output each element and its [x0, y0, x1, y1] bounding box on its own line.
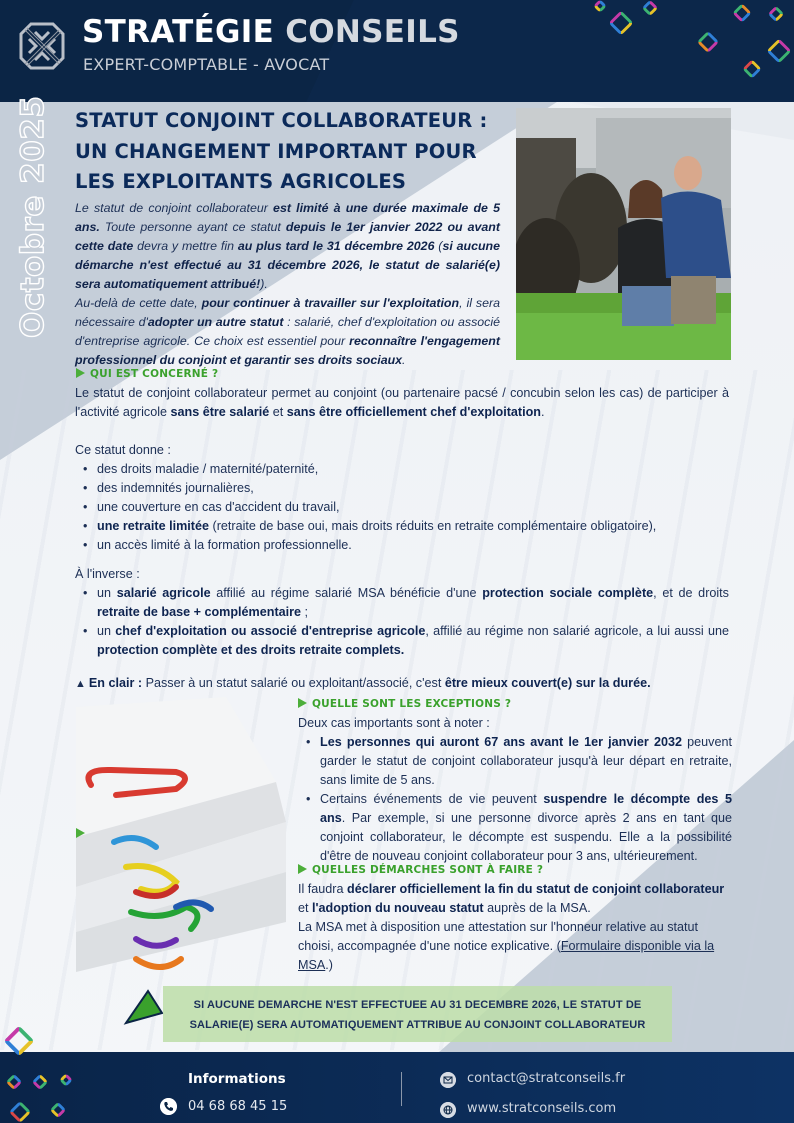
list-item: • un chef d'exploitation ou associé d'entreprise agricole, affilié au régime non salarié agricole, a lui aussi une protection complète et des droits retraite complets. — [81, 622, 729, 660]
list-item: • Les personnes qui auront 67 ans avant le 1er janvier 2032 peuvent garder le statut de conjoint collaborateur jusqu'à leur départ en retraite, sans limite de 5 ans. — [304, 733, 732, 790]
play-arrow-icon — [76, 368, 85, 378]
green-arrow-icon — [122, 987, 164, 1025]
msa-form-link[interactable]: Formulaire disponible via la MSA — [298, 939, 715, 972]
couple-farmers-photo — [516, 108, 731, 360]
list-item: • une couverture en cas d'accident du travail, — [81, 498, 735, 517]
procedures-block — [298, 880, 732, 975]
procedures-paragraph-1: Il faudra déclarer officiellement la fin du statut de conjoint collaborateur et l'adoption du nouveau statut auprès de la MSA. — [298, 882, 725, 915]
play-arrow-icon — [298, 698, 307, 708]
article-title — [75, 106, 505, 198]
footer-website[interactable]: www.stratconseils.com — [467, 1101, 617, 1116]
concerned-paragraph: Le statut de conjoint collaborateur permet au conjoint (ou partenaire pacsé / concubin selon les cas) de participer à l'activité agricole sans être salarié et sans être officiellement chef d'exploitation. — [75, 386, 729, 419]
section-heading-procedures: QUELLES DÉMARCHES SONT À FAIRE ? — [298, 864, 543, 876]
list-item: • un salarié agricole affilié au régime salarié MSA bénéficie d'une protection sociale complète, et de droits retraite de base + complémentaire ; — [81, 584, 729, 622]
footer-email[interactable]: contact@stratconseils.fr — [467, 1071, 626, 1086]
callout-text: SI AUCUNE DEMARCHE N'EST EFFECTUEE AU 31 DECEMBRE 2026, LE STATUT DE SALARIE(E) SERA AUTOMATIQUEMENT ATTRIBUE AU CONJOINT COLLABORATEUR — [189, 999, 646, 1031]
title-line: STATUT CONJOINT COLLABORATEUR : — [75, 109, 488, 132]
status-gives-block — [75, 441, 735, 555]
issue-date: Octobre 2025 — [15, 95, 51, 338]
procedures-paragraph-2: La MSA met à disposition une attestation sur l'honneur relative au statut choisi, accompagnée d'une notice explicative. (Formulaire disponible via la MSA.) — [298, 920, 715, 972]
header-banner — [0, 0, 794, 102]
cross-knot-logo-icon — [17, 20, 67, 72]
brand-name-part2: CONSEILS — [285, 14, 460, 50]
section-heading-concerned: QUI EST CONCERNÉ ? — [76, 368, 218, 380]
warning-triangle-icon: ▲ — [75, 678, 86, 690]
list-item: • une retraite limitée (retraite de base oui, mais droits réduits en retraite complémentaire obligatoire), — [81, 517, 735, 536]
status-gives-label: Ce statut donne : — [75, 443, 171, 457]
title-line: LES EXPLOITANTS AGRICOLES — [75, 170, 407, 193]
exceptions-block — [298, 714, 732, 866]
in-short-summary: ▲ En clair : Passer à un statut salarié ou exploitant/associé, c'est être mieux couvert(e) sur la durée. — [75, 674, 735, 694]
exceptions-intro: Deux cas importants sont à noter : — [298, 716, 490, 730]
footer-info-heading: Informations — [188, 1071, 286, 1087]
deadline-callout — [163, 986, 672, 1042]
phone-icon — [160, 1098, 177, 1115]
status-gives-list — [81, 460, 735, 555]
email-icon — [440, 1072, 456, 1088]
inverse-label: À l'inverse : — [75, 567, 140, 581]
intro-paragraph-1: Le statut de conjoint collaborateur est limité à une durée maximale de 5 ans. Toute personne ayant ce statut depuis le 1er janvier 2022 ou avant cette date devra y mettre fin au plus tard le 31 décembre 2026 (si aucune démarche n'est effectué au 31 décembre 2026, le statut de salarié(e) sera automatiquement attribué!). — [75, 201, 501, 291]
play-arrow-icon — [76, 828, 85, 838]
list-item: • des droits maladie / maternité/paternité, — [81, 460, 735, 479]
footer-phone[interactable]: 04 68 68 45 15 — [188, 1099, 288, 1114]
brand-subtitle: EXPERT-COMPTABLE - AVOCAT — [83, 55, 330, 74]
footer — [0, 1052, 794, 1123]
play-arrow-icon — [298, 864, 307, 874]
footer-divider — [401, 1072, 402, 1106]
article-intro — [75, 199, 500, 370]
brand-name — [82, 14, 460, 50]
globe-icon — [440, 1102, 456, 1118]
section-heading-exceptions: QUELLE SONT LES EXCEPTIONS ? — [298, 698, 511, 710]
exceptions-list — [304, 733, 732, 866]
paperclips-documents-image — [76, 697, 286, 972]
brand-name-part1: STRATÉGIE — [82, 14, 275, 50]
title-line: UN CHANGEMENT IMPORTANT POUR — [75, 139, 477, 163]
list-item: • un accès limité à la formation professionnelle. — [81, 536, 735, 555]
intro-paragraph-2: Au-delà de cette date, pour continuer à travailler sur l'exploitation, il sera nécessaire d'adopter un autre statut : salarié, chef d'exploitation ou associé d'entreprise agricole. Ce choix est essentiel pour reconnaître l'engagement professionnel du conjoint et garantir ses droits sociaux. — [75, 296, 500, 367]
inverse-block — [75, 565, 729, 660]
inverse-list — [81, 584, 729, 660]
list-item: • des indemnités journalières, — [81, 479, 735, 498]
list-item: • Certains événements de vie peuvent suspendre le décompte des 5 ans. Par exemple, si une personne divorce après 2 ans en tant que conjoint collaborateur, le décompte est suspendu. Elle a la possibilité d'être de nouveau conjoint collaborateur pour 3 ans, ultérieurement. — [304, 790, 732, 866]
